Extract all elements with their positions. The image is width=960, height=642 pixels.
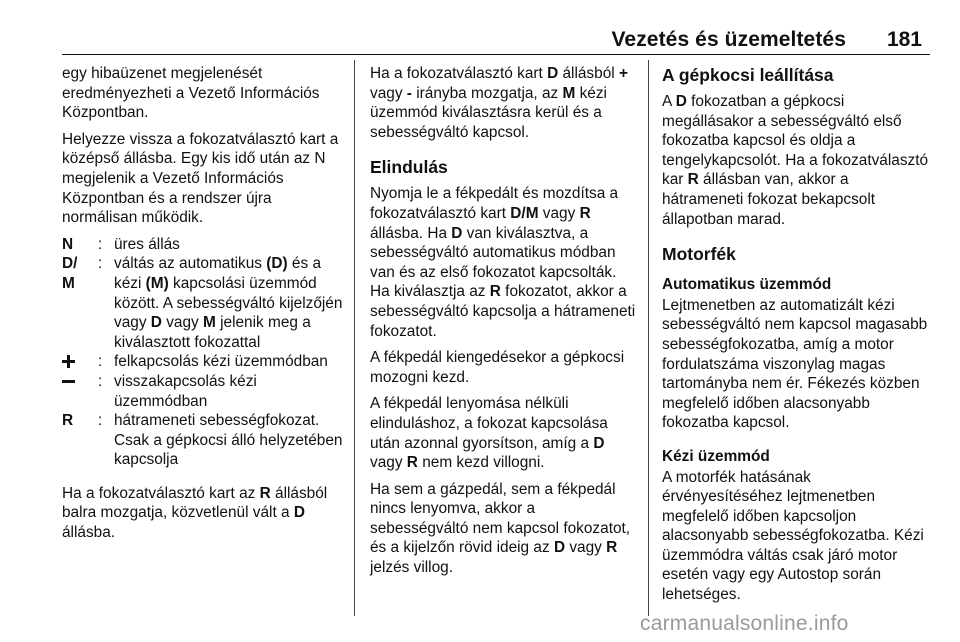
definition-separator: : <box>98 412 103 430</box>
definition-row <box>62 254 344 352</box>
paragraph: A D fokozatban a gépkocsi megállásakor a sebességváltó első fokozatba kapcsol és oldja a tengelykapcsolót. Ha a fokozatválasztó kar R állásban van, akkor a hátrameneti fokozat bekapcsolt állapotban marad. <box>662 93 929 228</box>
minus-icon <box>62 375 75 388</box>
definition-key: R <box>62 412 74 430</box>
subsection-heading: Automatikus üzemmód <box>662 276 832 294</box>
definition-row <box>62 372 344 411</box>
column-1 <box>62 64 344 550</box>
definition-row <box>62 411 344 470</box>
column-3 <box>662 64 930 612</box>
definition-text: hátrameneti sebességfokozat. Csak a gépkocsi álló helyzetében kapcsolja <box>114 412 343 469</box>
definition-text: váltás az automatikus (D) és a kézi (M) kapcsolási üzemmód között. A sebességváltó kijelzőjén vagy D vagy M jelenik meg a kiválasztott fokozattal <box>114 255 343 351</box>
definition-separator: : <box>98 353 103 371</box>
page-title: Vezetés és üzemeltetés <box>611 28 846 51</box>
paragraph: Lejtmenetben az automatizált kézi sebességváltó nem kapcsol magasabb sebességfokozatba, amíg a motor fordulatszáma viszonylag magas tartományba nem ér. Fékezés közben megfelelő időben alacsonyabb fokozatba kapcsol. <box>662 296 928 432</box>
section-heading: A gépkocsi leállítása <box>662 65 834 85</box>
paragraph: Ha a fokozatválasztó kart az R állásból balra mozgatja, közvetlenül vált a D állásba. <box>62 484 328 542</box>
column-2 <box>370 64 636 585</box>
definition-text: visszakapcsolás kézi üzemmódban <box>114 372 257 410</box>
definition-separator: : <box>98 235 103 253</box>
section-heading: Motorfék <box>662 244 736 265</box>
definition-row <box>62 235 344 255</box>
paragraph: egy hibaüzenet megjelenését eredményezheti a Vezető Információs Központban. <box>62 65 320 122</box>
definition-text: felkapcsolás kézi üzemmódban <box>114 353 328 371</box>
watermark: carmanualsonline.info <box>640 612 849 635</box>
paragraph: A fékpedál kiengedésekor a gépkocsi mozogni kezd. <box>370 349 625 386</box>
plus-icon <box>62 355 75 368</box>
subsection-heading: Kézi üzemmód <box>662 447 770 465</box>
definition-separator: : <box>98 372 103 390</box>
gear-definition-list <box>62 235 344 470</box>
paragraph: Nyomja le a fékpedált és mozdítsa a fokozatválasztó kart D/M vagy R állásba. Ha D van kiválasztva, a sebességváltó automatikus módban van és az első fokozatot kapcsolták. Ha kiválasztja az R fokozatot, akkor a sebességváltó kapcsolja a hátrameneti fokozatot. <box>370 185 636 340</box>
paragraph: A motorfék hatásának érvényesítéséhez lejtmenetben megfelelő időben kapcsoljon alacsonyabb sebességfokozatba. Kézi üzemmódra váltás csak járó motor esetén vagy egy Autostop során lehetséges. <box>662 468 924 604</box>
paragraph: Ha sem a gázpedál, sem a fékpedál nincs lenyomva, akkor a sebességváltó nem kapcsol fokozatot, és a kijelzőn rövid ideig az D vagy R jelzés villog. <box>370 480 631 577</box>
section-heading: Elindulás <box>370 157 448 178</box>
paragraph: A fékpedál lenyomása nélküli elinduláshoz, a fokozat kapcsolása után azonnal gyorsítson, amíg a D vagy R nem kezd villogni. <box>370 395 608 472</box>
definition-row <box>62 352 344 372</box>
page-number: 181 <box>886 28 922 51</box>
paragraph: Helyezze vissza a fokozatválasztó kart a középső állásba. Egy kis idő után az N megjelenik a Vezető Információs Központban és a rendszer újra normálisan működik. <box>62 130 339 227</box>
definition-key: D/ M <box>62 255 78 292</box>
definition-text: üres állás <box>114 235 180 253</box>
paragraph: Ha a fokozatválasztó kart D állásból + vagy - irányba mozgatja, az M kézi üzemmód kiválasztásra kerül és a sebességváltó kapcsol. <box>370 65 628 141</box>
definition-separator: : <box>98 255 103 273</box>
column-divider <box>648 60 649 616</box>
column-divider <box>354 60 355 616</box>
definition-key: N <box>62 235 74 253</box>
page-header <box>62 28 930 55</box>
